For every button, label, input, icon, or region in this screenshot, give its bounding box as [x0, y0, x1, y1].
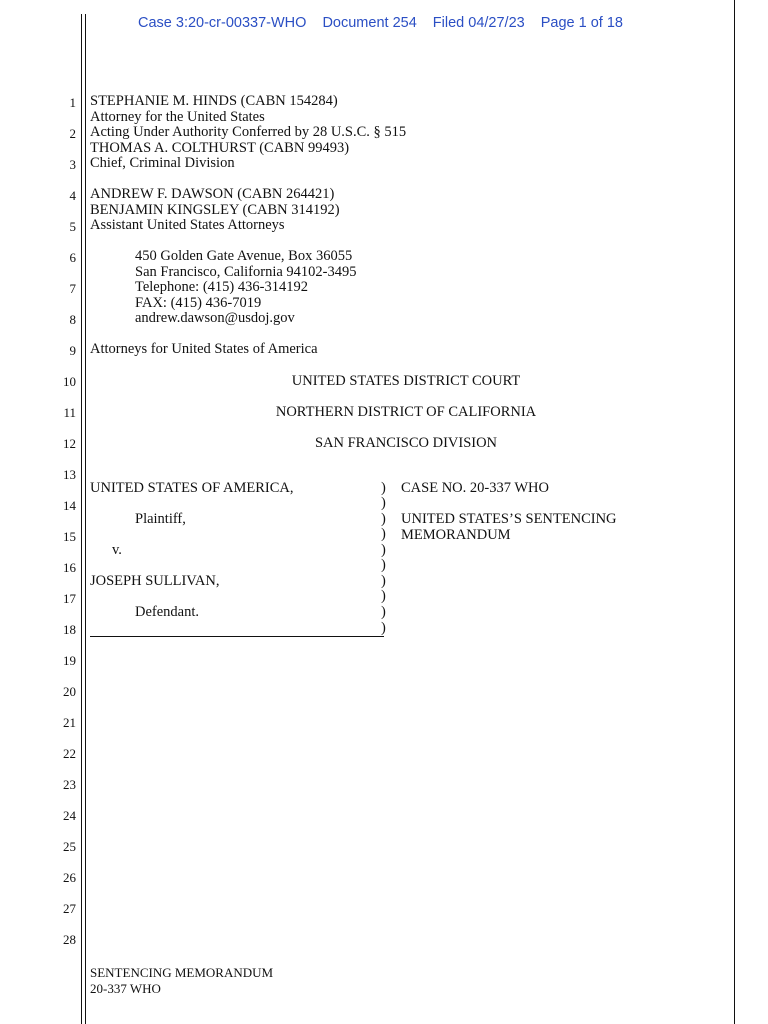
- caption-paren: ): [381, 495, 386, 511]
- caption-paren: ): [381, 620, 386, 636]
- line-number: 1: [69, 95, 76, 110]
- page-footer: [90, 965, 273, 997]
- filing-header: [138, 15, 635, 31]
- attorneys-for: Attorneys for United States of America: [90, 341, 318, 357]
- line-number: 16: [63, 560, 76, 575]
- line-number: 17: [63, 591, 76, 606]
- caption-paren: ): [381, 480, 386, 496]
- line-number: 13: [63, 467, 76, 482]
- line-number: 22: [63, 746, 76, 761]
- footer-case: 20-337 WHO: [90, 981, 161, 996]
- address-line: San Francisco, California 94102-3495: [135, 263, 357, 280]
- header-case: Case 3:20-cr-00337-WHO: [138, 15, 307, 31]
- caption-paren: ): [381, 542, 386, 558]
- right-margin-rule: [734, 0, 735, 1024]
- caption-paren: ): [381, 557, 386, 573]
- line-number: 25: [63, 839, 76, 854]
- attorney-line: Attorney for the United States: [90, 108, 265, 125]
- attorney-block-assistants: [90, 187, 340, 234]
- line-number: 19: [63, 653, 76, 668]
- line-number: 28: [63, 932, 76, 947]
- left-margin-rule-inner: [85, 14, 86, 1024]
- left-margin-rule-outer: [81, 14, 82, 1024]
- line-number: 27: [63, 901, 76, 916]
- line-number: 21: [63, 715, 76, 730]
- court-name: UNITED STATES DISTRICT COURT: [291, 373, 521, 389]
- attorney-line: Acting Under Authority Conferred by 28 U.S.C. § 515: [90, 124, 407, 140]
- line-number: 7: [69, 281, 76, 296]
- address-line: FAX: (415) 436-7019: [135, 294, 262, 311]
- case-number: CASE NO. 20-337 WHO: [401, 480, 549, 496]
- address-line: 450 Golden Gate Avenue, Box 36055: [135, 248, 353, 264]
- attorney-line: STEPHANIE M. HINDS (CABN 154284): [90, 93, 338, 109]
- caption-paren: ): [381, 526, 386, 542]
- line-number: 2: [69, 126, 76, 141]
- line-number: 14: [63, 498, 76, 513]
- line-number: 4: [69, 188, 76, 203]
- line-number: 20: [63, 684, 76, 699]
- footer-title: SENTENCING MEMORANDUM: [90, 965, 274, 980]
- document-title-line: UNITED STATES’S SENTENCING: [401, 511, 617, 527]
- document-title-line: MEMORANDUM: [401, 526, 511, 543]
- header-filed: Filed 04/27/23: [432, 15, 525, 31]
- line-number: 18: [63, 622, 76, 637]
- header-page: Page 1 of 18: [540, 15, 623, 31]
- caption-paren: ): [381, 511, 386, 527]
- line-number: 12: [63, 436, 76, 451]
- court-division: SAN FRANCISCO DIVISION: [314, 435, 498, 451]
- attorney-line: THOMAS A. COLTHURST (CABN 99493): [90, 139, 350, 156]
- header-document: Document 254: [322, 15, 417, 31]
- attorney-block-primary: [90, 94, 406, 172]
- line-number: 9: [69, 343, 76, 358]
- attorney-line: Assistant United States Attorneys: [90, 217, 285, 233]
- line-number: 8: [69, 312, 76, 327]
- caption-paren: ): [381, 573, 386, 589]
- line-number: 5: [69, 219, 76, 234]
- caption-underline: [90, 636, 384, 637]
- caption-defendant-name: JOSEPH SULLIVAN,: [90, 573, 220, 589]
- attorney-line: ANDREW F. DAWSON (CABN 264421): [90, 186, 335, 202]
- attorney-line: BENJAMIN KINGSLEY (CABN 314192): [90, 201, 340, 218]
- line-number: 11: [63, 405, 76, 420]
- address-line: Telephone: (415) 436-314192: [135, 279, 308, 295]
- caption-plaintiff-role: Plaintiff,: [135, 511, 186, 527]
- court-district: NORTHERN DISTRICT OF CALIFORNIA: [275, 404, 537, 420]
- line-number: 6: [69, 250, 76, 265]
- line-number: 26: [63, 870, 76, 885]
- caption-defendant-role: Defendant.: [135, 604, 200, 620]
- address-email: andrew.dawson@usdoj.gov: [135, 310, 295, 326]
- attorney-line: Chief, Criminal Division: [90, 155, 235, 171]
- line-number: 3: [69, 157, 76, 172]
- document-title: [401, 512, 617, 543]
- caption-plaintiff-name: UNITED STATES OF AMERICA,: [90, 480, 294, 496]
- caption-paren: ): [381, 588, 386, 604]
- line-number: 23: [63, 777, 76, 792]
- line-number: 15: [63, 529, 76, 544]
- address-block: [135, 249, 357, 327]
- caption-versus: v.: [112, 542, 122, 558]
- caption-paren: ): [381, 604, 386, 620]
- line-number: 10: [63, 374, 76, 389]
- line-number: 24: [63, 808, 76, 823]
